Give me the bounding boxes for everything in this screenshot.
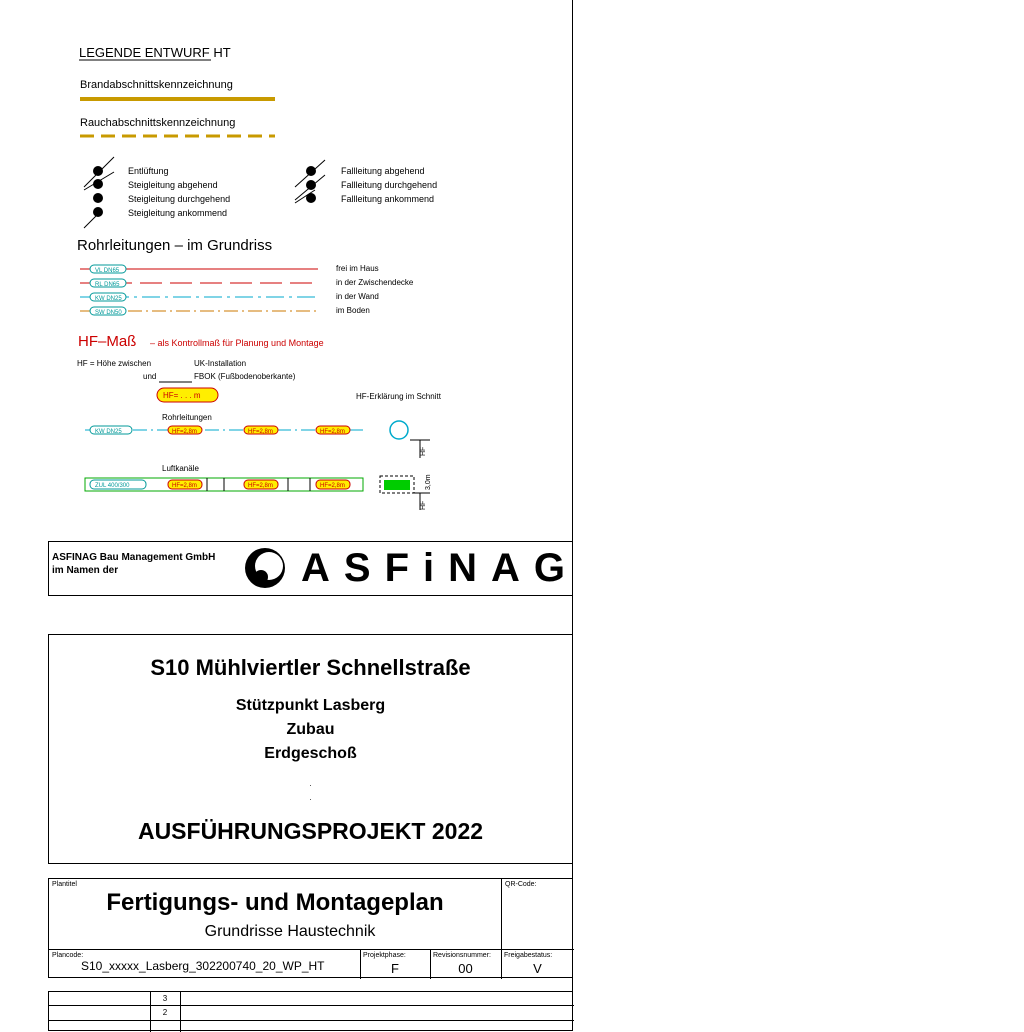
hf-title: HF–Maß: [78, 333, 137, 350]
svg-text:HF=2,8m: HF=2,8m: [248, 483, 273, 489]
company-name: ASFINAG Bau Management GmbH: [52, 552, 216, 563]
svg-text:HF=2,8m: HF=2,8m: [320, 429, 345, 435]
svg-text:HF: HF: [420, 500, 427, 510]
pipe-line-4: [80, 307, 318, 316]
legend-item-riser-in: Steigleitung ankommend: [128, 208, 228, 218]
project-dot-2: .: [309, 793, 312, 802]
pipes-example-label: Rohrleitungen: [162, 413, 212, 422]
project-phase-title: AUSFÜHRUNGSPROJEKT 2022: [137, 818, 484, 844]
svg-text:HF=2,8m: HF=2,8m: [172, 483, 197, 489]
company-box: [48, 541, 579, 596]
legend-title: LEGENDE ENTWURF HT: [79, 45, 231, 60]
plan-title: Fertigungs- und Montageplan: [106, 889, 444, 916]
pipe-section-icon: [390, 421, 408, 439]
pipe-example: [85, 426, 365, 435]
legend-item-downpipe-in: Fallleitung ankommend: [341, 194, 435, 204]
ducts-example-label: Luftkanäle: [162, 464, 199, 473]
legend-item-vent: Entlüftung: [128, 166, 169, 176]
qr-label: QR-Code:: [505, 881, 537, 888]
legend-item-downpipe-through: Fallleitung durchgehend: [341, 180, 438, 190]
release-value: V: [533, 961, 542, 976]
hf-section-label: HF-Erklärung im Schnitt: [356, 392, 441, 401]
hf-definition-1: HF = Höhe zwischen: [77, 359, 152, 368]
project-part: Zubau: [286, 721, 335, 738]
legend-item-downpipe-out: Fallleitung abgehend: [341, 166, 425, 176]
pipe-label-1: frei im Haus: [336, 264, 379, 273]
title-block: [48, 878, 573, 978]
project-site: Stützpunkt Lasberg: [235, 697, 386, 714]
company-subline: im Namen der: [52, 565, 119, 576]
legend-item-riser-out: Steigleitung abgehend: [128, 180, 218, 190]
revision-label: Revisionsnummer:: [433, 952, 491, 959]
svg-text:VL DN65: VL DN65: [95, 268, 120, 274]
revision-row-2: 2: [162, 1008, 168, 1017]
project-road: S10 Mühlviertler Schnellstraße: [150, 655, 471, 680]
svg-text:HF=2,8m: HF=2,8m: [248, 429, 273, 435]
phase-label: Projektphase:: [363, 952, 406, 959]
legend-item-riser-through: Steigleitung durchgehend: [128, 194, 231, 204]
project-floor: Erdgeschoß: [264, 745, 357, 762]
svg-text:HF: HF: [420, 446, 427, 456]
pipe-label-3: in der Wand: [336, 292, 379, 301]
svg-text:HF=2,8m: HF=2,8m: [320, 483, 345, 489]
pipe-label-2: in der Zwischendecke: [336, 278, 414, 287]
duct-example: [85, 478, 363, 491]
plancode-label: Plancode:: [52, 952, 84, 959]
pipe-line-1: [80, 265, 318, 274]
revision-row-3: 3: [162, 994, 168, 1003]
sheet-border: [572, 0, 573, 1024]
plan-title-label: Plantitel: [52, 881, 77, 888]
pipe-line-2: [80, 279, 318, 288]
asfinag-logo-icon: [243, 544, 291, 592]
hf-and: und: [143, 372, 157, 381]
company-logo-text: ASFiNAG: [301, 546, 579, 590]
revision-value: 00: [458, 961, 473, 976]
svg-text:KW DN25: KW DN25: [95, 296, 122, 302]
riser-icon-group: [84, 157, 114, 228]
revision-table: [48, 991, 573, 1031]
project-box: [48, 634, 573, 864]
svg-text:RL DN65: RL DN65: [95, 282, 120, 288]
legend-drawing: [0, 0, 572, 530]
svg-text:SW DN50: SW DN50: [95, 310, 122, 316]
smoke-label: Rauchabschnittskennzeichnung: [80, 117, 236, 129]
plancode: S10_xxxxx_Lasberg_302200740_20_WP_HT: [81, 959, 325, 973]
downpipe-icon-group: [295, 160, 325, 203]
phase-value: F: [391, 961, 399, 976]
svg-text:ZUL 400/300: ZUL 400/300: [95, 483, 130, 489]
hf-definition-2: UK-Installation: [194, 359, 247, 368]
hf-definition-3: FBOK (Fußbodenoberkante): [194, 372, 296, 381]
svg-text:HF=2,8m: HF=2,8m: [172, 429, 197, 435]
hf-subtitle: – als Kontrollmaß für Planung und Montage: [150, 338, 324, 348]
svg-text:KW DN25: KW DN25: [95, 429, 122, 435]
pipe-line-3: [80, 293, 318, 302]
svg-text:3,0m: 3,0m: [425, 474, 432, 490]
plan-subtitle: Grundrisse Haustechnik: [204, 923, 376, 940]
pipe-label-4: im Boden: [336, 306, 370, 315]
fire-label: Brandabschnittskennzeichnung: [80, 79, 233, 91]
release-label: Freigabestatus:: [504, 952, 553, 959]
project-dot-1: .: [309, 779, 312, 788]
hf-tag: HF= . . . m: [163, 391, 201, 400]
pipes-title: Rohrleitungen – im Grundriss: [77, 237, 273, 254]
